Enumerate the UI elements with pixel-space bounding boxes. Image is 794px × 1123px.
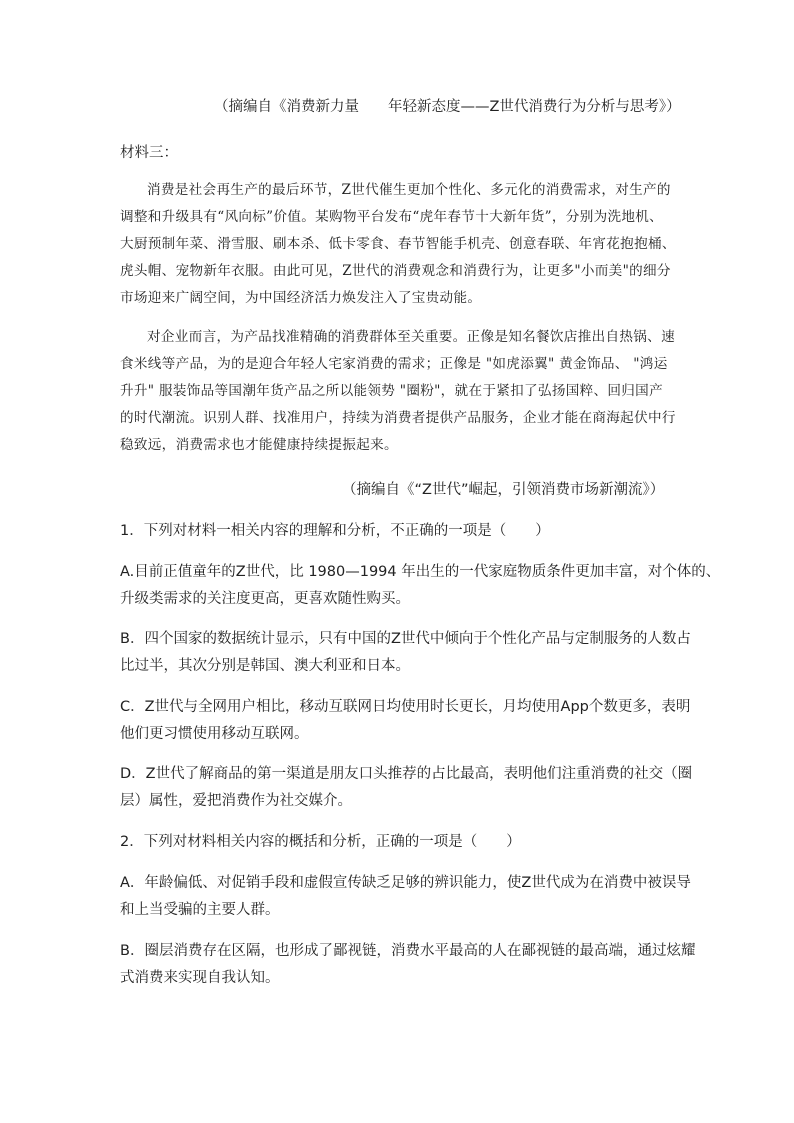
question-1-stem: 1．下列对材料一相关内容的理解和分析，不正确的一项是（ ） bbox=[120, 523, 550, 539]
question-1-option-c-line-1: C．Z世代与全网用户相比，移动互联网日均使用时长更长，月均使用App个数更多，表明 bbox=[120, 699, 691, 715]
paragraph-2-line-1: 对企业而言，为产品找准精确的消费群体至关重要。正像是知名餐饮店推出自热锅、速 bbox=[147, 329, 675, 345]
question-1-option-d-line-2: 层）属性，爱把消费作为社交媒介。 bbox=[120, 793, 352, 809]
source-citation-2: （摘编自《“Z世代”崛起，引领消费市场新潮流》） bbox=[342, 482, 665, 498]
question-1-option-b-line-2: 比过半，其次分别是韩国、澳大利亚和日本。 bbox=[120, 658, 410, 674]
question-1-option-b-line-1: B．四个国家的数据统计显示，只有中国的Z世代中倾向于个性化产品与定制服务的人数占 bbox=[120, 631, 691, 647]
question-2-option-b-line-1: B．圈层消费存在区隔，也形成了鄙视链，消费水平最高的人在鄙视链的最高端，通过炫耀 bbox=[120, 943, 696, 959]
paragraph-2-line-5: 稳致远，消费需求也才能健康持续提振起来。 bbox=[120, 437, 398, 453]
question-2-option-a-line-2: 和上当受骗的主要人群。 bbox=[120, 902, 280, 918]
paragraph-1-line-5: 市场迎来广阔空间，为中国经济活力焕发注入了宝贵动能。 bbox=[120, 290, 482, 306]
paragraph-1-line-3: 大厨预制年菜、滑雪服、刷本杀、低卡零食、春节智能手机壳、创意春联、年宵花抱抱桶、 bbox=[120, 236, 676, 252]
question-2-option-b-line-2: 式消费来实现自我认知。 bbox=[120, 970, 280, 986]
question-1-option-c-line-2: 他们更习惯使用移动互联网。 bbox=[120, 726, 309, 742]
question-1-option-a-line-1: A.目前正值童年的Z世代，比 1980—1994 年出生的一代家庭物质条件更加丰富，对个体的、 bbox=[120, 564, 721, 580]
question-1-option-d-line-1: D．Z世代了解商品的第一渠道是朋友口头推荐的占比最高，表明他们注重消费的社交（圈 bbox=[120, 766, 693, 782]
paragraph-1-line-2: 调整和升级具有“风向标”价值。某购物平台发布“虎年春节十大新年货”，分别为洗地机、 bbox=[120, 209, 664, 225]
paragraph-1-line-1: 消费是社会再生产的最后环节，Z世代催生更加个性化、多元化的消费需求，对生产的 bbox=[147, 182, 671, 198]
paragraph-2-line-3: 升升" 服装饰品等国潮年货产品之所以能领势 "圈粉"，就在于紧扣了弘扬国粹、回归国产 bbox=[120, 383, 663, 399]
source-citation-1: （摘编自《消费新力量 年轻新态度——Z世代消费行为分析与思考》） bbox=[214, 99, 681, 115]
question-2-option-a-line-1: A．年龄偏低、对促销手段和虚假宣传缺乏足够的辨识能力，使Z世代成为在消费中被误导 bbox=[120, 875, 691, 891]
paragraph-1-line-4: 虎头帽、宠物新年衣服。由此可见，Z世代的消费观念和消费行为，让更多"小而美"的细分 bbox=[120, 263, 671, 279]
question-1-option-a-line-2: 升级类需求的关注度更高，更喜欢随性购买。 bbox=[120, 591, 410, 607]
material-three-heading: 材料三： bbox=[120, 145, 178, 161]
question-2-stem: 2．下列对材料相关内容的概括和分析，正确的一项是（ ） bbox=[120, 834, 521, 850]
paragraph-2-line-2: 食米线等产品，为的是迎合年轻人宅家消费的需求；正像是 "如虎添翼" 黄金饰品、 "鸿运 bbox=[120, 356, 668, 372]
paragraph-2-line-4: 的时代潮流。识别人群、找准用户，持续为消费者提供产品服务，企业才能在商海起伏中行 bbox=[120, 410, 676, 426]
